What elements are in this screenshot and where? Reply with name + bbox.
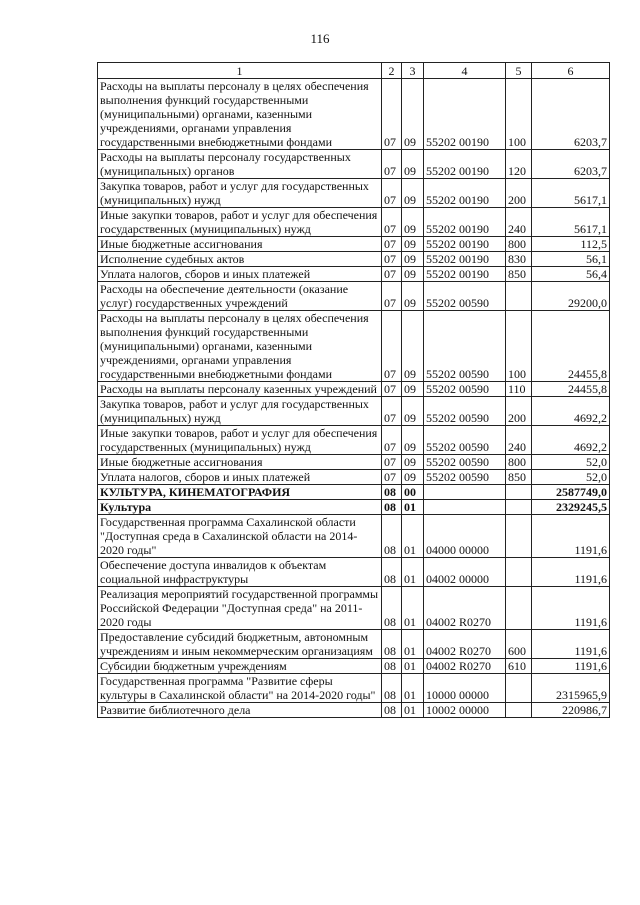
table-row — [98, 311, 610, 382]
row-target-article: 55202 00190 — [424, 237, 506, 252]
table-row — [98, 630, 610, 659]
row-section: 07 — [382, 426, 402, 455]
row-amount: 24455,8 — [532, 382, 610, 397]
budget-table — [97, 62, 610, 718]
table-header-row — [98, 63, 610, 79]
row-expense-type — [506, 558, 532, 587]
row-name: Расходы на выплаты персоналу в целях обеспечения выполнения функций государственными (муниципальными) органами, казенными учреждениями, органами управления государственными внебюджетными фондами — [98, 311, 382, 382]
row-name: Иные бюджетные ассигнования — [98, 455, 382, 470]
row-section: 07 — [382, 208, 402, 237]
row-section: 07 — [382, 267, 402, 282]
row-subsection: 09 — [402, 397, 424, 426]
row-section: 07 — [382, 179, 402, 208]
row-amount: 220986,7 — [532, 703, 610, 718]
row-target-article: 04002 R0270 — [424, 587, 506, 630]
row-name: Расходы на выплаты персоналу государственных (муниципальных) органов — [98, 150, 382, 179]
row-section: 08 — [382, 515, 402, 558]
row-name: Иные закупки товаров, работ и услуг для обеспечения государственных (муниципальных) нужд — [98, 208, 382, 237]
table-row — [98, 470, 610, 485]
row-subsection: 09 — [402, 311, 424, 382]
row-expense-type — [506, 485, 532, 500]
row-amount: 2315965,9 — [532, 674, 610, 703]
table-row — [98, 455, 610, 470]
row-name: КУЛЬТУРА, КИНЕМАТОГРАФИЯ — [98, 485, 382, 500]
row-subsection: 09 — [402, 282, 424, 311]
header-col-6: 6 — [532, 63, 610, 79]
row-expense-type: 240 — [506, 208, 532, 237]
table-row — [98, 515, 610, 558]
row-amount: 1191,6 — [532, 587, 610, 630]
row-target-article: 55202 00590 — [424, 282, 506, 311]
table-row — [98, 382, 610, 397]
row-amount: 29200,0 — [532, 282, 610, 311]
row-section: 08 — [382, 674, 402, 703]
row-target-article: 55202 00190 — [424, 267, 506, 282]
row-amount: 4692,2 — [532, 426, 610, 455]
row-name: Уплата налогов, сборов и иных платежей — [98, 267, 382, 282]
header-col-3: 3 — [402, 63, 424, 79]
row-target-article: 55202 00590 — [424, 455, 506, 470]
table-row — [98, 150, 610, 179]
table-row — [98, 703, 610, 718]
row-amount: 5617,1 — [532, 208, 610, 237]
table-row — [98, 659, 610, 674]
table-row — [98, 397, 610, 426]
row-section: 07 — [382, 252, 402, 267]
row-subsection: 01 — [402, 558, 424, 587]
row-amount: 1191,6 — [532, 630, 610, 659]
row-subsection: 09 — [402, 267, 424, 282]
row-name: Иные бюджетные ассигнования — [98, 237, 382, 252]
row-expense-type — [506, 515, 532, 558]
row-expense-type: 120 — [506, 150, 532, 179]
row-expense-type: 110 — [506, 382, 532, 397]
row-subsection: 09 — [402, 150, 424, 179]
row-subsection: 09 — [402, 79, 424, 150]
table-row — [98, 485, 610, 500]
row-subsection: 01 — [402, 659, 424, 674]
row-section: 07 — [382, 150, 402, 179]
row-target-article: 55202 00590 — [424, 470, 506, 485]
row-amount: 52,0 — [532, 470, 610, 485]
row-target-article: 55202 00190 — [424, 179, 506, 208]
row-section: 08 — [382, 703, 402, 718]
row-amount: 6203,7 — [532, 150, 610, 179]
row-section: 08 — [382, 558, 402, 587]
row-target-article: 55202 00190 — [424, 252, 506, 267]
row-expense-type — [506, 500, 532, 515]
row-amount: 1191,6 — [532, 659, 610, 674]
table-row — [98, 282, 610, 311]
row-subsection: 09 — [402, 179, 424, 208]
row-amount: 4692,2 — [532, 397, 610, 426]
row-expense-type: 830 — [506, 252, 532, 267]
row-expense-type: 850 — [506, 267, 532, 282]
row-subsection: 01 — [402, 587, 424, 630]
table-row — [98, 558, 610, 587]
row-name: Предоставление субсидий бюджетным, автономным учреждениям и иным некоммерческим организациям — [98, 630, 382, 659]
row-name: Реализация мероприятий государственной программы Российской Федерации "Доступная среда" на 2011-2020 годы — [98, 587, 382, 630]
row-subsection: 09 — [402, 426, 424, 455]
row-expense-type: 800 — [506, 455, 532, 470]
table-row — [98, 208, 610, 237]
row-expense-type: 600 — [506, 630, 532, 659]
row-target-article: 55202 00590 — [424, 311, 506, 382]
row-name: Расходы на выплаты персоналу в целях обеспечения выполнения функций государственными (муниципальными) органами, казенными учреждениями, органами управления государственными внебюджетными фондами — [98, 79, 382, 150]
row-amount: 2329245,5 — [532, 500, 610, 515]
row-expense-type — [506, 587, 532, 630]
header-col-1: 1 — [98, 63, 382, 79]
row-amount: 5617,1 — [532, 179, 610, 208]
row-section: 08 — [382, 500, 402, 515]
row-expense-type: 200 — [506, 397, 532, 426]
row-section: 08 — [382, 587, 402, 630]
row-expense-type: 100 — [506, 79, 532, 150]
table-row — [98, 237, 610, 252]
row-subsection: 00 — [402, 485, 424, 500]
row-amount: 24455,8 — [532, 311, 610, 382]
row-amount: 1191,6 — [532, 515, 610, 558]
row-expense-type — [506, 674, 532, 703]
row-target-article — [424, 500, 506, 515]
row-target-article: 55202 00190 — [424, 79, 506, 150]
row-section: 07 — [382, 382, 402, 397]
row-target-article: 55202 00590 — [424, 397, 506, 426]
row-section: 07 — [382, 282, 402, 311]
row-name: Расходы на обеспечение деятельности (оказание услуг) государственных учреждений — [98, 282, 382, 311]
row-subsection: 09 — [402, 382, 424, 397]
row-section: 07 — [382, 455, 402, 470]
row-amount: 6203,7 — [532, 79, 610, 150]
row-amount: 2587749,0 — [532, 485, 610, 500]
row-amount: 56,4 — [532, 267, 610, 282]
row-name: Закупка товаров, работ и услуг для государственных (муниципальных) нужд — [98, 397, 382, 426]
row-name: Расходы на выплаты персоналу казенных учреждений — [98, 382, 382, 397]
row-target-article — [424, 485, 506, 500]
row-expense-type: 100 — [506, 311, 532, 382]
row-expense-type — [506, 703, 532, 718]
row-section: 07 — [382, 470, 402, 485]
row-name: Государственная программа "Развитие сферы культуры в Сахалинской области" на 2014-2020 годы" — [98, 674, 382, 703]
header-col-2: 2 — [382, 63, 402, 79]
row-name: Исполнение судебных актов — [98, 252, 382, 267]
table-row — [98, 426, 610, 455]
row-name: Субсидии бюджетным учреждениям — [98, 659, 382, 674]
row-subsection: 09 — [402, 455, 424, 470]
row-section: 08 — [382, 630, 402, 659]
row-subsection: 09 — [402, 237, 424, 252]
table-row — [98, 267, 610, 282]
row-name: Государственная программа Сахалинской области "Доступная среда в Сахалинской области на 2014-2020 годы" — [98, 515, 382, 558]
row-amount: 112,5 — [532, 237, 610, 252]
row-section: 07 — [382, 311, 402, 382]
row-expense-type: 800 — [506, 237, 532, 252]
row-amount: 56,1 — [532, 252, 610, 267]
row-target-article: 10000 00000 — [424, 674, 506, 703]
table-row — [98, 179, 610, 208]
row-expense-type: 850 — [506, 470, 532, 485]
row-expense-type: 240 — [506, 426, 532, 455]
row-target-article: 55202 00190 — [424, 208, 506, 237]
row-subsection: 01 — [402, 500, 424, 515]
row-section: 08 — [382, 659, 402, 674]
row-name: Обеспечение доступа инвалидов к объектам социальной инфраструктуры — [98, 558, 382, 587]
row-target-article: 04000 00000 — [424, 515, 506, 558]
table-row — [98, 79, 610, 150]
row-target-article: 10002 00000 — [424, 703, 506, 718]
row-target-article: 04002 R0270 — [424, 659, 506, 674]
table-row — [98, 674, 610, 703]
row-target-article: 55202 00590 — [424, 382, 506, 397]
table-row — [98, 587, 610, 630]
row-subsection: 01 — [402, 515, 424, 558]
row-target-article: 55202 00190 — [424, 150, 506, 179]
row-amount: 52,0 — [532, 455, 610, 470]
row-amount: 1191,6 — [532, 558, 610, 587]
row-subsection: 09 — [402, 470, 424, 485]
row-subsection: 09 — [402, 252, 424, 267]
header-col-4: 4 — [424, 63, 506, 79]
row-expense-type: 200 — [506, 179, 532, 208]
row-target-article: 55202 00590 — [424, 426, 506, 455]
row-subsection: 01 — [402, 630, 424, 659]
header-col-5: 5 — [506, 63, 532, 79]
row-expense-type: 610 — [506, 659, 532, 674]
row-section: 08 — [382, 485, 402, 500]
page-number: 116 — [310, 31, 330, 46]
row-section: 07 — [382, 79, 402, 150]
row-subsection: 09 — [402, 208, 424, 237]
row-section: 07 — [382, 397, 402, 426]
row-expense-type — [506, 282, 532, 311]
row-name: Закупка товаров, работ и услуг для государственных (муниципальных) нужд — [98, 179, 382, 208]
table-row — [98, 252, 610, 267]
row-subsection: 01 — [402, 703, 424, 718]
row-name: Развитие библиотечного дела — [98, 703, 382, 718]
row-name: Иные закупки товаров, работ и услуг для обеспечения государственных (муниципальных) нужд — [98, 426, 382, 455]
row-target-article: 04002 R0270 — [424, 630, 506, 659]
table-row — [98, 500, 610, 515]
row-name: Культура — [98, 500, 382, 515]
row-name: Уплата налогов, сборов и иных платежей — [98, 470, 382, 485]
row-subsection: 01 — [402, 674, 424, 703]
row-target-article: 04002 00000 — [424, 558, 506, 587]
row-section: 07 — [382, 237, 402, 252]
